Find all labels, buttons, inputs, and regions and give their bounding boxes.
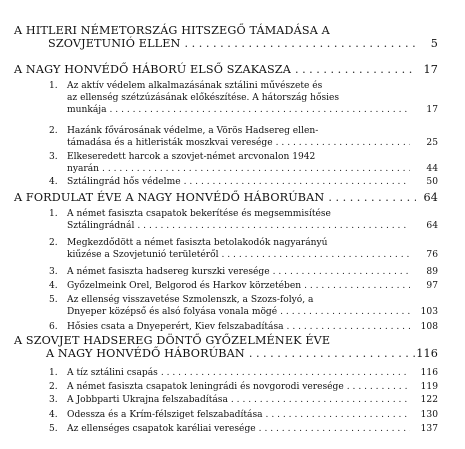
dot-leader [110, 104, 410, 117]
entry-title: az ellenség szétzúzásának előkészítése. A hátország hősies [67, 93, 340, 103]
entry-number: 4. [49, 410, 58, 420]
entry-title: A német fasiszta csapatok bekerítése és megsemmisítése [67, 209, 331, 219]
entry-page-number[interactable]: 17 [426, 105, 438, 115]
entry-page-number[interactable]: 130 [420, 410, 438, 420]
entry-title[interactable]: Sztálingrádnál [67, 221, 135, 231]
entry-page-number[interactable]: 122 [420, 395, 438, 405]
entry-title[interactable]: munkája [67, 105, 107, 115]
section-title: SZOVJETUNIÓ ELLEN [48, 37, 181, 50]
section-title: A HITLERI NÉMETORSZÁG HITSZEGŐ TÁMADÁSA A [14, 24, 330, 37]
section-page-number[interactable]: 64 [423, 191, 438, 204]
dot-leader [304, 280, 410, 293]
entry-title[interactable]: Odessza és a Krím-félsziget felszabadítása [67, 410, 263, 420]
dot-leader [161, 367, 410, 380]
dot-leader [287, 321, 410, 334]
dot-leader [295, 63, 416, 76]
entry-title[interactable]: A tíz sztálini csapás [67, 368, 158, 378]
entry-title[interactable]: Dnyeper középső és alsó folyása vonala mögé [67, 307, 278, 317]
entry-title: Megkezdődött a német fasiszta betolakodók nagyarányú [67, 238, 328, 248]
entry-number: 1. [49, 81, 58, 91]
dot-leader [137, 220, 410, 233]
dot-leader [185, 37, 416, 50]
section-heading-line [0, 347, 465, 360]
entry-title[interactable]: Sztálingrád hős védelme [67, 177, 181, 187]
dot-leader [347, 381, 410, 394]
entry-title: Az ellenség visszavetése Szmolenszk, a Szozs-folyó, a [67, 295, 314, 305]
entry-number: 5. [49, 424, 58, 434]
entry-title[interactable]: Hősies csata a Dnyeperért, Kiev felszabadítása [67, 322, 284, 332]
toc-entry-line [0, 394, 465, 407]
entry-page-number[interactable]: 76 [426, 250, 438, 260]
entry-number: 3. [49, 152, 58, 162]
entry-page-number[interactable]: 44 [426, 164, 438, 174]
toc-entry-line [0, 220, 465, 233]
section-title: A NAGY HONVÉDŐ HÁBORÚ ELSŐ SZAKASZA [14, 63, 291, 76]
entry-number: 2. [49, 126, 58, 136]
entry-page-number[interactable]: 25 [426, 138, 438, 148]
entry-title: Az aktív védelem alkalmazásának sztálini művészete és [67, 81, 323, 91]
entry-page-number[interactable]: 89 [426, 267, 438, 277]
toc-entry-line [0, 381, 465, 394]
section-title: A FORDULAT ÉVE A NAGY HONVÉDŐ HÁBORÚBAN [14, 191, 325, 204]
toc-entry-line [0, 249, 465, 262]
dot-leader [276, 137, 410, 150]
entry-number: 4. [49, 281, 58, 291]
entry-title[interactable]: kiűzése a Szovjetunió területéről [67, 250, 219, 260]
dot-leader [231, 394, 410, 407]
section-page-number[interactable]: 116 [416, 347, 438, 360]
entry-number: 2. [49, 238, 58, 248]
section-heading-line [0, 334, 465, 347]
entry-title[interactable]: A német fasiszta hadsereg kurszki veresége [67, 267, 270, 277]
entry-page-number[interactable]: 97 [426, 281, 438, 291]
toc-entry-line [0, 137, 465, 150]
entry-title[interactable]: Győzelmeink Orel, Belgorod és Harkov körzetében [67, 281, 302, 291]
toc-entry-line [0, 163, 465, 176]
toc-entry-line [0, 176, 465, 189]
entry-number: 1. [49, 368, 58, 378]
dot-leader [266, 409, 410, 422]
section-page-number[interactable]: 5 [430, 37, 438, 50]
entry-number: 3. [49, 267, 58, 277]
entry-page-number[interactable]: 64 [426, 221, 438, 231]
entry-page-number[interactable]: 116 [420, 368, 438, 378]
toc-entry-line [0, 409, 465, 422]
entry-page-number[interactable]: 50 [426, 177, 438, 187]
section-heading-line [0, 63, 465, 76]
entry-title[interactable]: Az ellenséges csapatok karéliai veresége [67, 424, 256, 434]
dot-leader [328, 191, 416, 204]
entry-page-number[interactable]: 137 [420, 424, 438, 434]
dot-leader [280, 306, 410, 319]
dot-leader [259, 423, 410, 436]
entry-number: 2. [49, 382, 58, 392]
dot-leader [184, 176, 410, 189]
entry-title[interactable]: támadása és a hitleristák moszkvai veresége [67, 138, 273, 148]
entry-title[interactable]: nyarán [67, 164, 100, 174]
toc-entry-line [0, 266, 465, 279]
toc-entry-line [0, 280, 465, 293]
entry-title[interactable]: A Jobbparti Ukrajna felszabadítása [67, 395, 228, 405]
entry-title: Elkeseredett harcok a szovjet-német arcvonalon 1942 [67, 152, 316, 162]
section-heading-line [0, 37, 465, 50]
entry-page-number[interactable]: 119 [420, 382, 438, 392]
entry-number: 4. [49, 177, 58, 187]
toc-entry-line [0, 367, 465, 380]
entry-number: 3. [49, 395, 58, 405]
toc-entry-line [0, 306, 465, 319]
section-page-number[interactable]: 17 [423, 63, 438, 76]
section-title: A SZOVJET HADSEREG DÖNTŐ GYŐZELMÉNEK ÉVE [14, 334, 331, 347]
entry-title[interactable]: A német fasiszta csapatok leningrádi és novgorodi veresége [67, 382, 344, 392]
dot-leader [221, 249, 410, 262]
entry-page-number[interactable]: 103 [420, 307, 438, 317]
toc-entry-line [0, 423, 465, 436]
entry-number: 1. [49, 209, 58, 219]
entry-page-number[interactable]: 108 [420, 322, 438, 332]
section-heading-line [0, 191, 465, 204]
section-title: A NAGY HONVÉDŐ HÁBORÚBAN [46, 347, 245, 360]
section-heading-line [0, 24, 465, 37]
entry-number: 5. [49, 295, 58, 305]
dot-leader [102, 163, 410, 176]
dot-leader [249, 347, 416, 360]
toc-entry-line [0, 321, 465, 334]
toc-entry-line [0, 104, 465, 117]
dot-leader [273, 266, 410, 279]
entry-title: Hazánk fővárosának védelme, a Vörös Hadsereg ellen- [67, 126, 319, 136]
entry-number: 6. [49, 322, 58, 332]
